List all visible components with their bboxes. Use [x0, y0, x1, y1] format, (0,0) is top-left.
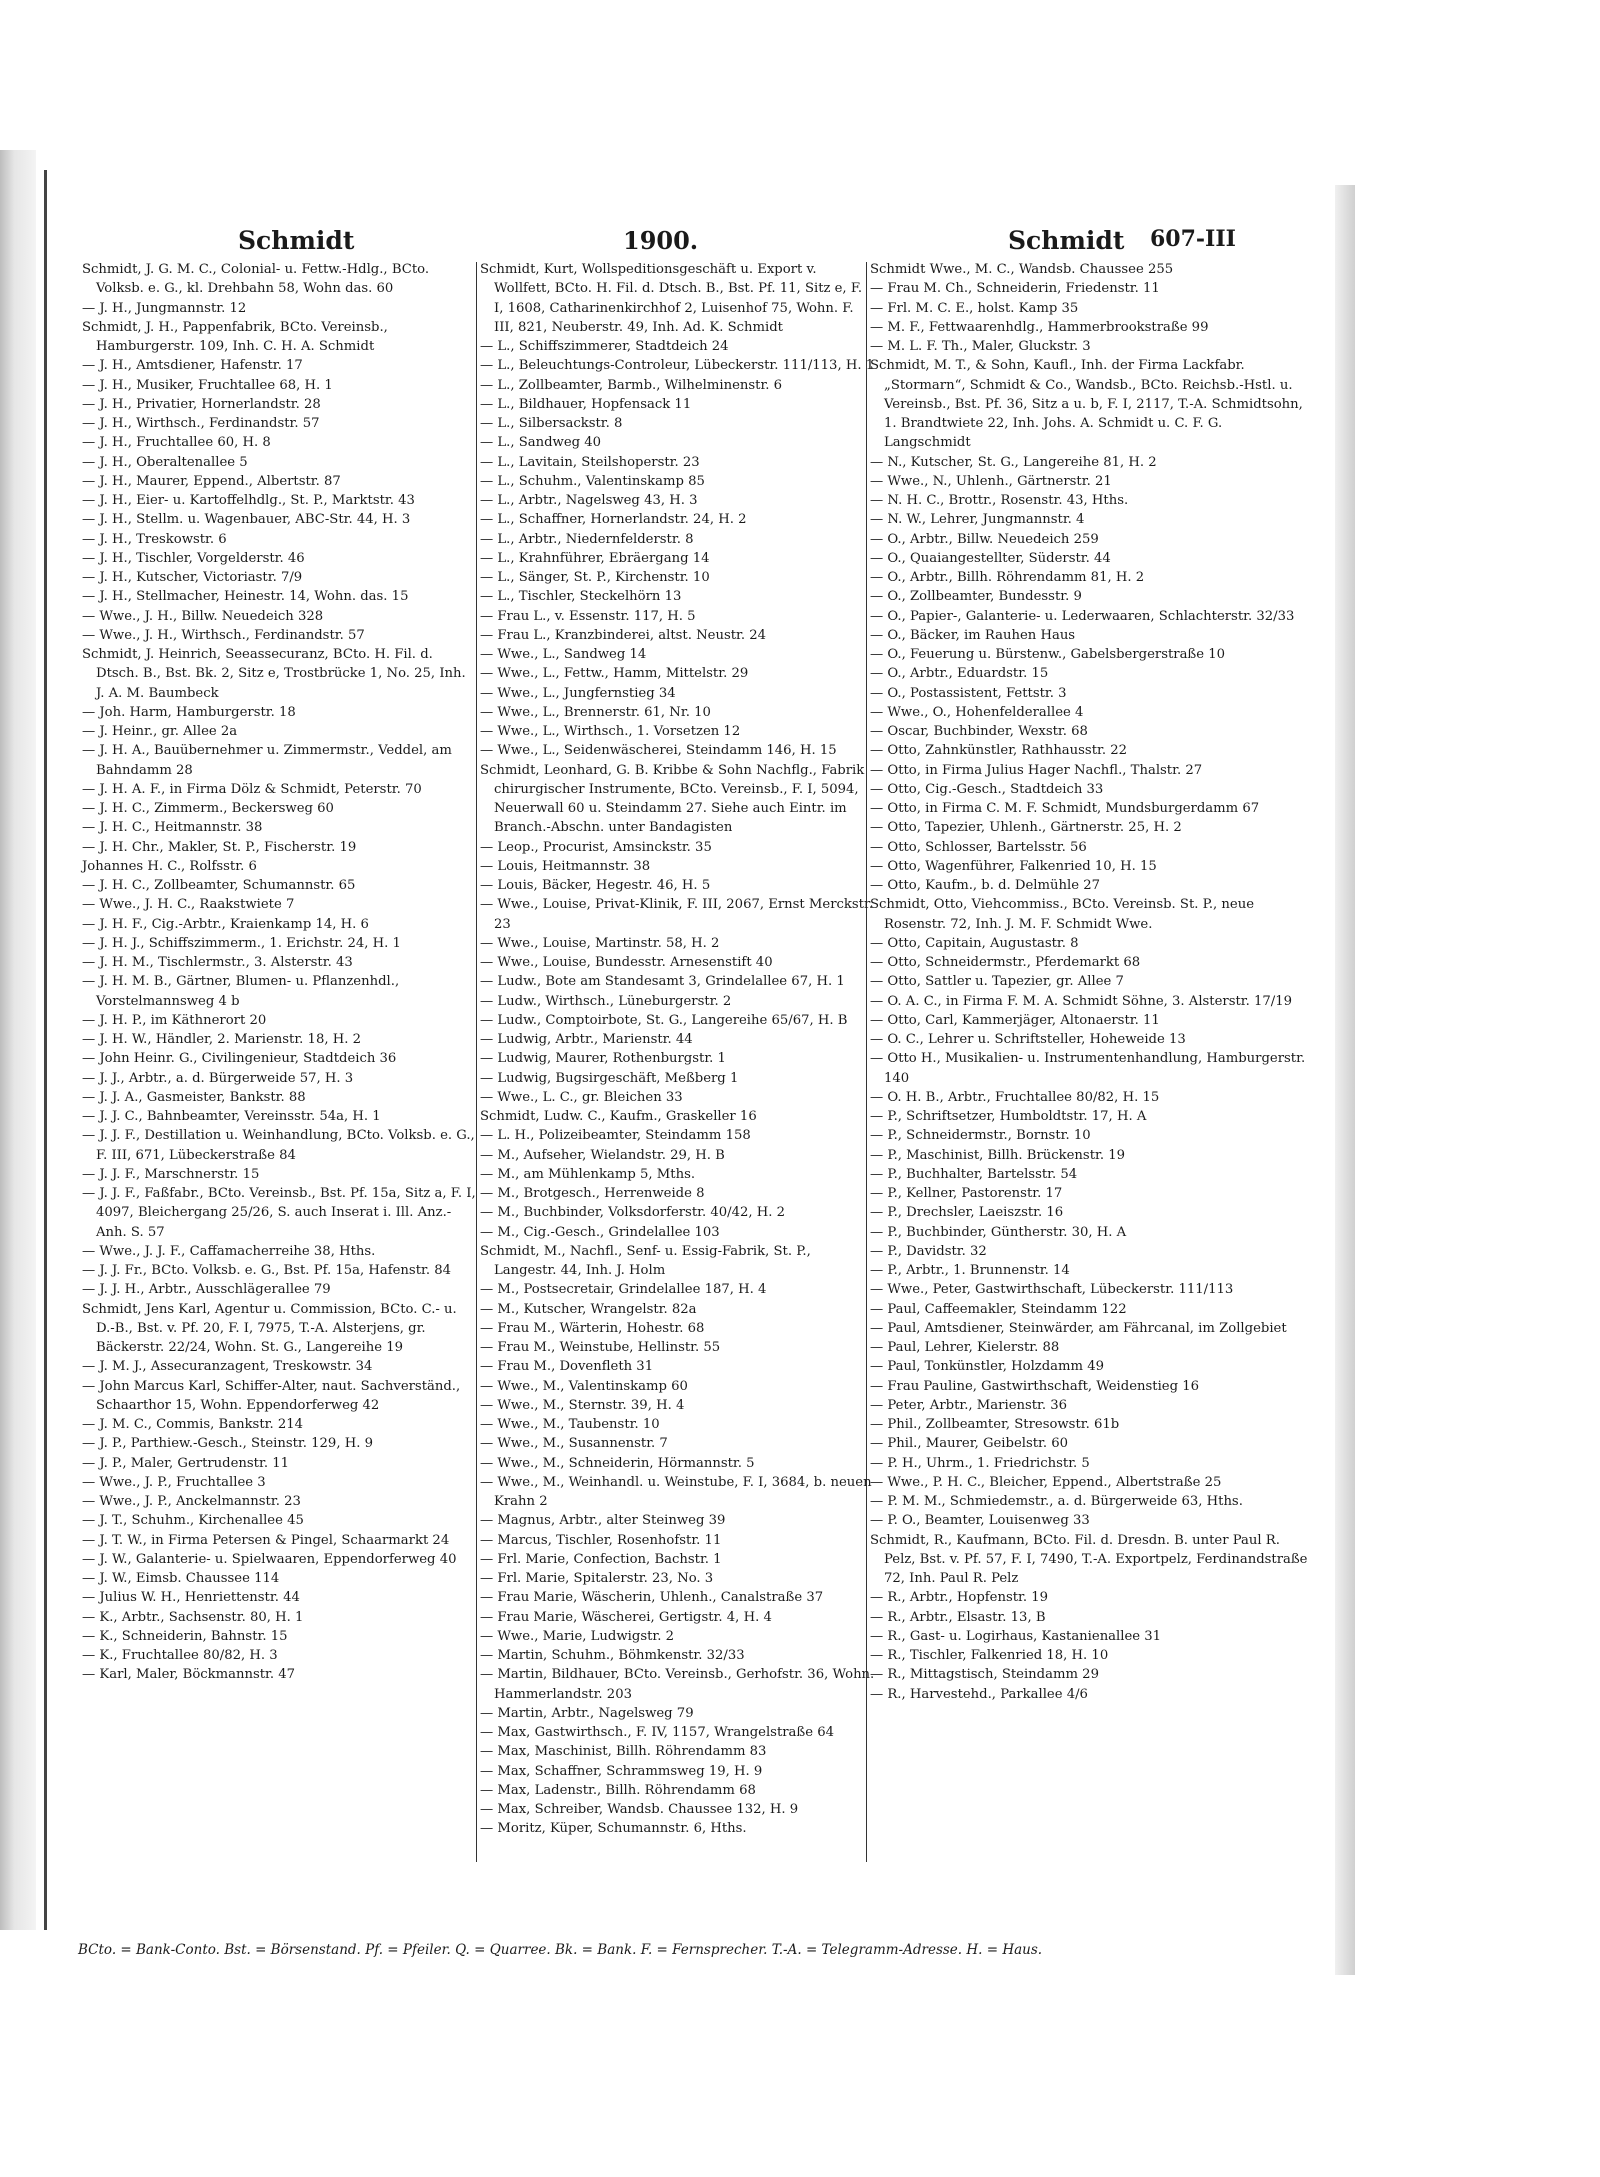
abbreviation-legend: BCto. = Bank-Conto. Bst. = Börsenstand. Pf. = Pfeiler. Q. = Quarree. Bk. = Bank. F. = Fernsprecher. T.-A. = Telegramm-Adresse. H. = Haus.	[78, 1942, 1043, 1958]
directory-entry: — Wwe., N., Uhlenh., Gärtnerstr. 21	[870, 473, 1112, 489]
directory-entry: — Paul, Tonkünstler, Holzdamm 49	[870, 1359, 1105, 1375]
directory-entry: — Otto H., Musikalien- u. Instrumentenhandlung, Hamburgerstr. 140	[870, 1051, 1306, 1086]
directory-entry: — Moritz, Küper, Schumannstr. 6, Hths.	[480, 1821, 747, 1837]
directory-entry: — J. H. C., Zollbeamter, Schumannstr. 65	[82, 878, 356, 893]
directory-entry: — J. H., Amtsdiener, Hafenstr. 17	[82, 358, 303, 374]
directory-entry: — P., Drechsler, Laeiszstr. 16	[870, 1205, 1064, 1221]
directory-entry: — L., Zollbeamter, Barmb., Wilhelminenstr. 6	[480, 377, 783, 393]
directory-entry: — J. H. A. F., in Firma Dölz & Schmidt, Peterstr. 70	[82, 781, 422, 797]
directory-entry: — M. L. F. Th., Maler, Gluckstr. 3	[870, 339, 1091, 354]
directory-entry: — J. W., Galanterie- u. Spielwaaren, Eppendorferweg 40	[82, 1551, 457, 1567]
directory-entry: — R., Harvestehd., Parkallee 4/6	[870, 1686, 1088, 1702]
directory-entry: — P., Kellner, Pastorenstr. 17	[870, 1186, 1063, 1201]
directory-entry: — O., Arbtr., Billh. Röhrendamm 81, H. 2	[870, 570, 1145, 585]
directory-entry: — O., Zollbeamter, Bundesstr. 9	[870, 589, 1082, 605]
directory-entry: — L., Bildhauer, Hopfensack 11	[480, 396, 692, 412]
directory-entry: — J. T. W., in Firma Petersen & Pingel, Schaarmarkt 24	[82, 1532, 450, 1548]
directory-entry: — Otto, Wagenführer, Falkenried 10, H. 15	[870, 858, 1157, 874]
running-head-right: Schmidt	[1008, 226, 1125, 255]
directory-entry: — Max, Maschinist, Billh. Röhrendamm 83	[480, 1744, 767, 1760]
directory-entry: — Max, Schreiber, Wandsb. Chaussee 132, H. 9	[480, 1802, 799, 1817]
directory-entry: — Ludwig, Bugsirgeschäft, Meßberg 1	[480, 1070, 739, 1086]
directory-entry: — P., Arbtr., 1. Brunnenstr. 14	[870, 1263, 1070, 1278]
directory-entry: — Wwe., Peter, Gastwirthschaft, Lübeckerstr. 111/113	[870, 1282, 1234, 1298]
directory-entry: — Phil., Zollbeamter, Stresowstr. 61b	[870, 1417, 1120, 1432]
directory-entry: — M., Postsecretair, Grindelallee 187, H. 4	[480, 1282, 767, 1298]
directory-entry: — P. O., Beamter, Louisenweg 33	[870, 1513, 1090, 1529]
directory-entry: — Wwe., L., Brennerstr. 61, Nr. 10	[480, 704, 711, 720]
directory-entry: — J. H., Kutscher, Victoriastr. 7/9	[82, 570, 303, 585]
directory-entry: — J. J. F., Faßfabr., BCto. Vereinsb., Bst. Pf. 15a, Sitz a, F. I, 4097, Bleichergang 25/26, S. auch Inserat i. Ill. Anz.-Anh. S. 57	[82, 1186, 476, 1240]
directory-entry: — J. H. M. B., Gärtner, Blumen- u. Pflanzenhdl., Vorstelmannsweg 4 b	[82, 974, 400, 1009]
directory-entry: — John Marcus Karl, Schiffer-Alter, naut. Sachverständ., Schaarthor 15, Wohn. Eppendorferweg 42	[82, 1378, 461, 1413]
directory-entry: — P., Davidstr. 32	[870, 1243, 987, 1259]
directory-entry: — J. H. C., Zimmerm., Beckersweg 60	[82, 801, 334, 816]
directory-entry: — John Heinr. G., Civilingenieur, Stadtdeich 36	[82, 1051, 397, 1067]
directory-entry: — Joh. Harm, Hamburgerstr. 18	[82, 704, 296, 720]
directory-entry: — J. H., Stellm. u. Wagenbauer, ABC-Str. 44, H. 3	[82, 512, 411, 528]
directory-entry: Schmidt, M., Nachfl., Senf- u. Essig-Fabrik, St. P., Langestr. 44, Inh. J. Holm	[480, 1243, 811, 1278]
running-head-year: 1900.	[623, 226, 699, 255]
directory-entry: — Wwe., O., Hohenfelderallee 4	[870, 704, 1084, 720]
directory-entry: — Peter, Arbtr., Marienstr. 36	[870, 1397, 1068, 1413]
directory-entry: — Wwe., J. H., Wirthsch., Ferdinandstr. 57	[82, 627, 365, 643]
directory-entry: — Wwe., M., Susannenstr. 7	[480, 1436, 668, 1452]
directory-entry: — L., Sandweg 40	[480, 435, 602, 451]
directory-entry: — Frau Marie, Wäscherei, Gertigstr. 4, H. 4	[480, 1609, 772, 1625]
directory-entry: — K., Arbtr., Sachsenstr. 80, H. 1	[82, 1609, 304, 1625]
directory-entry: — K., Schneiderin, Bahnstr. 15	[82, 1628, 288, 1644]
directory-entry: — Paul, Caffeemakler, Steindamm 122	[870, 1301, 1127, 1317]
directory-entry: — J. H. P., im Käthnerort 20	[82, 1012, 267, 1028]
directory-entry: — Frau Pauline, Gastwirthschaft, Weidenstieg 16	[870, 1378, 1200, 1394]
directory-entry: — J. J. H., Arbtr., Ausschlägerallee 79	[82, 1282, 331, 1298]
directory-entry: — Otto, in Firma Julius Hager Nachfl., Thalstr. 27	[870, 762, 1203, 778]
directory-entry: — Otto, Carl, Kammerjäger, Altonaerstr. 11	[870, 1012, 1160, 1028]
directory-entry: — J. H. J., Schiffszimmerm., 1. Erichstr. 24, H. 1	[82, 935, 401, 951]
directory-column-3	[870, 260, 1310, 1704]
directory-entry: — Martin, Schuhm., Böhmkenstr. 32/33	[480, 1648, 745, 1663]
directory-entry: — O., Feuerung u. Bürstenw., Gabelsbergerstraße 10	[870, 647, 1226, 662]
directory-entry: — Wwe., L., Fettw., Hamm, Mittelstr. 29	[480, 666, 749, 682]
directory-entry: Schmidt, J. G. M. C., Colonial- u. Fettw.-Hdlg., BCto. Volksb. e. G., kl. Drehbahn 58, Wohn das. 60	[82, 262, 430, 297]
page-edge-right	[1335, 185, 1355, 1975]
directory-entry: — L., Arbtr., Nagelsweg 43, H. 3	[480, 493, 698, 508]
directory-entry: — J. H., Tischler, Vorgelderstr. 46	[82, 550, 305, 566]
directory-entry: — J. H. F., Cig.-Arbtr., Kraienkamp 14, H. 6	[82, 916, 369, 932]
directory-entry: — Otto, Cig.-Gesch., Stadtdeich 33	[870, 781, 1104, 797]
directory-entry: — J. J. F., Destillation u. Weinhandlung, BCto. Volksb. e. G., F. III, 671, Lübeckerstraße 84	[82, 1128, 475, 1163]
running-head-left: Schmidt	[238, 226, 355, 255]
directory-entry: — J. H. C., Heitmannstr. 38	[82, 820, 263, 836]
directory-entry: — J. H. W., Händler, 2. Marienstr. 18, H. 2	[82, 1032, 361, 1047]
directory-entry: — J. H., Fruchtallee 60, H. 8	[82, 435, 271, 451]
directory-entry: — L., Schiffszimmerer, Stadtdeich 24	[480, 339, 729, 354]
directory-entry: Schmidt, Ludw. C., Kaufm., Graskeller 16	[480, 1109, 757, 1124]
directory-entry: — J. H., Wirthsch., Ferdinandstr. 57	[82, 416, 320, 431]
directory-entry: — J. M. C., Commis, Bankstr. 214	[82, 1417, 304, 1432]
directory-entry: — Ludwig, Arbtr., Marienstr. 44	[480, 1032, 693, 1047]
directory-entry: — Karl, Maler, Böckmannstr. 47	[82, 1667, 296, 1683]
directory-entry: — Martin, Bildhauer, BCto. Vereinsb., Gerhofstr. 36, Wohn. Hammerlandstr. 203	[480, 1667, 875, 1702]
directory-entry: — N. W., Lehrer, Jungmannstr. 4	[870, 512, 1085, 528]
directory-entry: — J. H. A., Bauübernehmer u. Zimmermstr., Veddel, am Bahndamm 28	[82, 743, 452, 778]
directory-entry: — M., Cig.-Gesch., Grindelallee 103	[480, 1224, 720, 1240]
directory-entry: — R., Arbtr., Elsastr. 13, B	[870, 1609, 1046, 1625]
directory-entry: — M. F., Fettwaarenhdlg., Hammerbrookstraße 99	[870, 319, 1209, 335]
directory-entry: — P., Maschinist, Billh. Brückenstr. 19	[870, 1147, 1126, 1163]
directory-entry: — J. P., Maler, Gertrudenstr. 11	[82, 1455, 289, 1471]
directory-entry: Schmidt, Leonhard, G. B. Kribbe & Sohn Nachflg., Fabrik chirurgischer Instrumente, BCto. Vereinsb., F. I, 5094, Neuerwall 60 u. Steindamm 27. Siehe auch Eintr. im Branch.-Abschn. unter Bandagisten	[480, 762, 865, 836]
directory-entry: — Otto, Schneidermstr., Pferdemarkt 68	[870, 955, 1141, 970]
directory-entry: — Ludw., Comptoirbote, St. G., Langereihe 65/67, H. B	[480, 1012, 848, 1028]
directory-entry: — J. J. Fr., BCto. Volksb. e. G., Bst. Pf. 15a, Hafenstr. 84	[82, 1263, 452, 1278]
directory-entry: — Otto, Tapezier, Uhlenh., Gärtnerstr. 25, H. 2	[870, 820, 1182, 836]
directory-entry: — L., Lavitain, Steilshoperstr. 23	[480, 454, 700, 470]
directory-entry: — Frl. Marie, Spitalerstr. 23, No. 3	[480, 1571, 714, 1586]
directory-entry: — Wwe., L., Wirthsch., 1. Vorsetzen 12	[480, 724, 741, 739]
directory-entry: — L., Sänger, St. P., Kirchenstr. 10	[480, 570, 710, 585]
directory-entry: — Wwe., M., Weinhandl. u. Weinstube, F. I, 3684, b. neuen Krahn 2	[480, 1474, 872, 1509]
directory-entry: — O., Postassistent, Fettstr. 3	[870, 685, 1067, 701]
directory-entry: — Max, Schaffner, Schrammsweg 19, H. 9	[480, 1763, 763, 1779]
directory-entry: — Otto, Zahnkünstler, Rathhausstr. 22	[870, 743, 1128, 759]
directory-entry: — Paul, Lehrer, Kielerstr. 88	[870, 1340, 1060, 1355]
directory-entry: — J. H. M., Tischlermstr., 3. Alsterstr. 43	[82, 955, 353, 970]
directory-entry: — O., Papier-, Galanterie- u. Lederwaaren, Schlachterstr. 32/33	[870, 608, 1295, 624]
directory-entry: — Wwe., M., Schneiderin, Hörmannstr. 5	[480, 1455, 755, 1471]
directory-entry: — Wwe., Louise, Martinstr. 58, H. 2	[480, 935, 720, 951]
directory-entry: — L., Tischler, Steckelhörn 13	[480, 589, 682, 605]
directory-entry: — J. H. Chr., Makler, St. P., Fischerstr. 19	[82, 839, 357, 855]
directory-entry: — M., Aufseher, Wielandstr. 29, H. B	[480, 1147, 725, 1163]
directory-entry: — L., Schaffner, Hornerlandstr. 24, H. 2	[480, 512, 747, 528]
directory-entry: — O. C., Lehrer u. Schriftsteller, Hoheweide 13	[870, 1032, 1186, 1047]
directory-entry: — Otto, Kaufm., b. d. Delmühle 27	[870, 878, 1101, 893]
directory-entry: — J. J. F., Marschnerstr. 15	[82, 1166, 260, 1182]
directory-entry: — L., Silbersackstr. 8	[480, 416, 623, 431]
directory-entry: Schmidt, M. T., & Sohn, Kaufl., Inh. der Firma Lackfabr. „Stormarn“, Schmidt & Co., Wandsb., BCto. Reichsb.-Hstl. u. Vereinsb., Bst. Pf. 36, Sitz a u. b, F. I, 2117, T.-A. Schmidtsohn, 1. Brandtwiete 22, Inh. Johs. A. Schmidt u. C. F. G. Langschmidt	[870, 358, 1303, 451]
directory-entry: — Otto, Sattler u. Tapezier, gr. Allee 7	[870, 974, 1124, 990]
directory-entry: — Marcus, Tischler, Rosenhofstr. 11	[480, 1532, 722, 1548]
directory-entry: — O. A. C., in Firma F. M. A. Schmidt Söhne, 3. Alsterstr. 17/19	[870, 993, 1293, 1009]
directory-entry: Schmidt, Otto, Viehcommiss., BCto. Vereinsb. St. P., neue Rosenstr. 72, Inh. J. M. F. Schmidt Wwe.	[870, 897, 1254, 932]
directory-entry: — Wwe., J. H. C., Raakstwiete 7	[82, 897, 295, 913]
directory-entry: — R., Mittagstisch, Steindamm 29	[870, 1667, 1099, 1683]
directory-entry: — M., Buchbinder, Volksdorferstr. 40/42, H. 2	[480, 1205, 786, 1221]
directory-entry: Johannes H. C., Rolfsstr. 6	[82, 858, 257, 874]
directory-entry: — Wwe., J. P., Anckelmannstr. 23	[82, 1494, 301, 1509]
directory-page	[58, 190, 1330, 1970]
directory-entry: — Frau Marie, Wäscherin, Uhlenh., Canalstraße 37	[480, 1590, 824, 1606]
directory-entry: Schmidt, J. H., Pappenfabrik, BCto. Vereinsb., Hamburgerstr. 109, Inh. C. H. A. Schmidt	[82, 319, 388, 354]
directory-entry: — J. P., Parthiew.-Gesch., Steinstr. 129, H. 9	[82, 1436, 373, 1452]
directory-entry: — J. H., Maurer, Eppend., Albertstr. 87	[82, 473, 341, 489]
directory-entry: — M., Kutscher, Wrangelstr. 82a	[480, 1301, 697, 1317]
directory-entry: — Wwe., L. C., gr. Bleichen 33	[480, 1089, 683, 1105]
directory-entry: — P., Buchbinder, Güntherstr. 30, H. A	[870, 1224, 1127, 1240]
directory-entry: — O., Bäcker, im Rauhen Haus	[870, 627, 1076, 643]
directory-entry: — J. Heinr., gr. Allee 2a	[82, 724, 238, 739]
directory-entry: — J. H., Treskowstr. 6	[82, 531, 227, 547]
directory-entry: — Max, Gastwirthsch., F. IV, 1157, Wrangelstraße 64	[480, 1725, 834, 1740]
scan-binding-shadow	[0, 150, 36, 1930]
directory-entry: — Frl. M. C. E., holst. Kamp 35	[870, 300, 1079, 316]
directory-entry: — O., Quaiangestellter, Süderstr. 44	[870, 550, 1111, 566]
directory-entry: — J. H., Oberaltenallee 5	[82, 454, 248, 470]
directory-entry: — Max, Ladenstr., Billh. Röhrendamm 68	[480, 1782, 756, 1798]
directory-entry: — Louis, Bäcker, Hegestr. 46, H. 5	[480, 878, 711, 893]
directory-entry: — Otto, Schlosser, Bartelsstr. 56	[870, 839, 1087, 855]
directory-entry: — Otto, in Firma C. M. F. Schmidt, Mundsburgerdamm 67	[870, 801, 1260, 816]
directory-entry: — L., Beleuchtungs-Controleur, Lübeckerstr. 111/113, H. 1	[480, 358, 875, 374]
directory-entry: — P., Schriftsetzer, Humboldtstr. 17, H. A	[870, 1109, 1147, 1124]
directory-entry: — Leop., Procurist, Amsinckstr. 35	[480, 839, 712, 855]
directory-entry: — J. H., Eier- u. Kartoffelhdlg., St. P., Marktstr. 43	[82, 493, 415, 508]
directory-entry: — O., Arbtr., Eduardstr. 15	[870, 666, 1049, 682]
directory-entry: — Frl. Marie, Confection, Bachstr. 1	[480, 1551, 722, 1567]
directory-entry: — J. H., Privatier, Hornerlandstr. 28	[82, 396, 321, 412]
directory-entry: — L., Arbtr., Niedernfelderstr. 8	[480, 531, 694, 547]
directory-entry: — J. H., Musiker, Fruchtallee 68, H. 1	[82, 377, 333, 393]
directory-entry: — P. H., Uhrm., 1. Friedrichstr. 5	[870, 1455, 1090, 1471]
directory-entry: — Wwe., J. H., Billw. Neuedeich 328	[82, 608, 324, 624]
directory-entry: — Wwe., M., Sternstr. 39, H. 4	[480, 1397, 685, 1413]
directory-entry: — J. H., Stellmacher, Heinestr. 14, Wohn. das. 15	[82, 589, 409, 605]
directory-entry: Schmidt, Kurt, Wollspeditionsgeschäft u. Export v. Wollfett, BCto. H. Fil. d. Dtsch. B., Bst. Pf. 11, Sitz e, F. I, 1608, Catharinenkirchhof 2, Luisenhof 75, Wohn. F. III, 821, Neuberstr. 49, Inh. Ad. K. Schmidt	[480, 262, 863, 335]
directory-entry: — M., am Mühlenkamp 5, Mths.	[480, 1166, 696, 1182]
directory-entry: — N., Kutscher, St. G., Langereihe 81, H. 2	[870, 454, 1157, 470]
directory-entry: — R., Gast- u. Logirhaus, Kastanienallee 31	[870, 1628, 1162, 1644]
directory-entry: — K., Fruchtallee 80/82, H. 3	[82, 1648, 278, 1663]
directory-entry: — Wwe., Louise, Bundesstr. Arnesenstift 40	[480, 955, 773, 970]
directory-entry: — Ludw., Bote am Standesamt 3, Grindelallee 67, H. 1	[480, 974, 845, 990]
directory-entry: — Oscar, Buchbinder, Wexstr. 68	[870, 724, 1088, 739]
page-edge-line	[44, 170, 47, 1930]
directory-entry: — R., Tischler, Falkenried 18, H. 10	[870, 1648, 1109, 1663]
directory-entry: — Magnus, Arbtr., alter Steinweg 39	[480, 1513, 726, 1529]
directory-entry: — Paul, Amtsdiener, Steinwärder, am Fährcanal, im Zollgebiet	[870, 1320, 1287, 1336]
directory-entry: Schmidt, Jens Karl, Agentur u. Commission, BCto. C.- u. D.-B., Bst. v. Pf. 20, F. I, 7975, T.-A. Alsterjens, gr. Bäckerstr. 22/24, Wohn. St. G., Langereihe 19	[82, 1301, 457, 1355]
directory-entry: — N. H. C., Brottr., Rosenstr. 43, Hths.	[870, 493, 1129, 508]
directory-entry: — R., Arbtr., Hopfenstr. 19	[870, 1590, 1049, 1606]
directory-entry: — Louis, Heitmannstr. 38	[480, 858, 651, 874]
directory-entry: — Martin, Arbtr., Nagelsweg 79	[480, 1705, 694, 1721]
directory-entry: — J. W., Eimsb. Chaussee 114	[82, 1571, 280, 1586]
directory-entry: — J. M. J., Assecuranzagent, Treskowstr. 34	[82, 1359, 373, 1375]
directory-entry: — Otto, Capitain, Augustastr. 8	[870, 935, 1079, 951]
directory-entry: — J. T., Schuhm., Kirchenallee 45	[82, 1513, 304, 1529]
directory-entry: — O., Arbtr., Billw. Neuedeich 259	[870, 531, 1099, 547]
directory-entry: — Frau L., Kranzbinderei, altst. Neustr. 24	[480, 627, 767, 643]
directory-entry: Schmidt, R., Kaufmann, BCto. Fil. d. Dresdn. B. unter Paul R. Pelz, Bst. v. Pf. 57, F. I, 7490, T.-A. Exportpelz, Ferdinandstraße 72, Inh. Paul R. Pelz	[870, 1532, 1308, 1586]
directory-entry: — Frau M. Ch., Schneiderin, Friedenstr. 11	[870, 281, 1160, 297]
directory-entry: — Ludw., Wirthsch., Lüneburgerstr. 2	[480, 993, 732, 1009]
directory-entry: — P. M. M., Schmiedemstr., a. d. Bürgerweide 63, Hths.	[870, 1494, 1243, 1509]
directory-entry: — Frau M., Weinstube, Hellinstr. 55	[480, 1340, 721, 1355]
page-number: 607-III	[1150, 226, 1236, 252]
directory-entry: — Frau M., Dovenfleth 31	[480, 1359, 654, 1375]
directory-entry: — Wwe., Louise, Privat-Klinik, F. III, 2067, Ernst Merckstr. 23	[480, 897, 874, 932]
directory-entry: — Wwe., L., Seidenwäscherei, Steindamm 146, H. 15	[480, 743, 837, 759]
directory-entry: — P., Schneidermstr., Bornstr. 10	[870, 1128, 1091, 1144]
directory-entry: Schmidt Wwe., M. C., Wandsb. Chaussee 255	[870, 262, 1174, 277]
directory-entry: — Frau M., Wärterin, Hohestr. 68	[480, 1320, 705, 1336]
directory-entry: — Wwe., J. P., Fruchtallee 3	[82, 1474, 266, 1490]
directory-entry: — Julius W. H., Henriettenstr. 44	[82, 1590, 300, 1606]
directory-entry: — Wwe., Marie, Ludwigstr. 2	[480, 1628, 675, 1644]
directory-entry: — Frau L., v. Essenstr. 117, H. 5	[480, 608, 696, 624]
directory-column-1	[82, 260, 477, 1685]
directory-entry: — P., Buchhalter, Bartelsstr. 54	[870, 1166, 1078, 1182]
directory-entry: — O. H. B., Arbtr., Fruchtallee 80/82, H. 15	[870, 1089, 1160, 1105]
directory-entry: — Wwe., L., Sandweg 14	[480, 647, 647, 662]
directory-entry: — Wwe., M., Taubenstr. 10	[480, 1417, 660, 1432]
directory-entry: — L. H., Polizeibeamter, Steindamm 158	[480, 1128, 751, 1144]
directory-entry: — Wwe., M., Valentinskamp 60	[480, 1378, 688, 1394]
directory-entry: — M., Brotgesch., Herrenweide 8	[480, 1186, 705, 1201]
directory-entry: — Ludwig, Maurer, Rothenburgstr. 1	[480, 1051, 726, 1067]
directory-entry: Schmidt, J. Heinrich, Seeassecuranz, BCto. H. Fil. d. Dtsch. B., Bst. Bk. 2, Sitz e, Trostbrücke 1, No. 25, Inh. J. A. M. Baumbeck	[82, 647, 466, 701]
directory-entry: — Wwe., L., Jungfernstieg 34	[480, 685, 676, 701]
directory-entry: — J. H., Jungmannstr. 12	[82, 300, 247, 316]
directory-entry: — J. J. A., Gasmeister, Bankstr. 88	[82, 1089, 306, 1105]
directory-entry: — Wwe., J. J. F., Caffamacherreihe 38, Hths.	[82, 1243, 376, 1259]
directory-entry: — L., Krahnführer, Ebräergang 14	[480, 550, 710, 566]
directory-entry: — J. J., Arbtr., a. d. Bürgerweide 57, H. 3	[82, 1070, 354, 1086]
directory-entry: — Wwe., P. H. C., Bleicher, Eppend., Albertstraße 25	[870, 1474, 1222, 1490]
directory-entry: — L., Schuhm., Valentinskamp 85	[480, 473, 705, 489]
directory-entry: — J. J. C., Bahnbeamter, Vereinsstr. 54a, H. 1	[82, 1109, 381, 1124]
directory-entry: — Phil., Maurer, Geibelstr. 60	[870, 1436, 1069, 1452]
directory-column-2	[480, 260, 875, 1839]
